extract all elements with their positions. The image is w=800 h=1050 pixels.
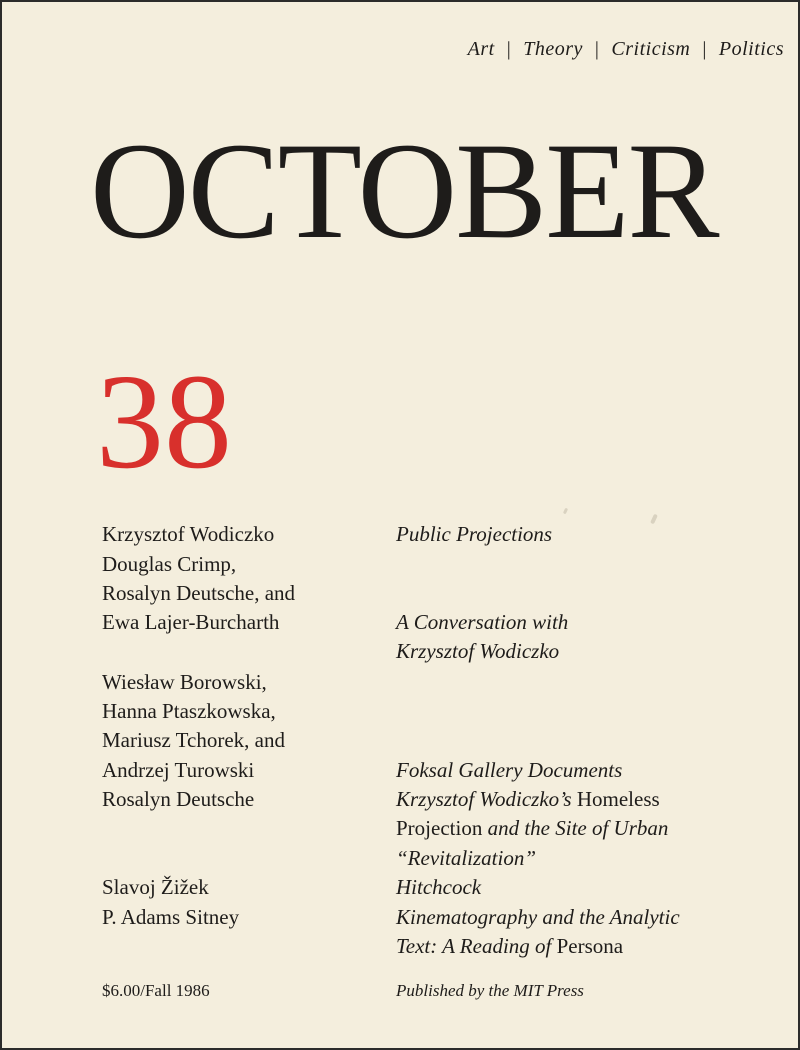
- author-line: Krzysztof Wodiczko: [102, 522, 275, 546]
- article-title-part: Krzysztof Wodiczko’s: [396, 787, 572, 811]
- tagline-theory: Theory: [523, 38, 583, 60]
- article-title-part: Text: A Reading of: [396, 934, 552, 958]
- tagline-criticism: Criticism: [611, 38, 691, 60]
- paper-stain: [650, 514, 658, 525]
- article-title: [396, 932, 623, 960]
- article-title: Hitchcock: [396, 875, 482, 899]
- author-line: Wiesław Borowski,: [102, 670, 267, 694]
- tagline-art: Art: [467, 38, 495, 60]
- article-title: Krzysztof Wodiczko: [396, 639, 560, 663]
- article-title: [396, 785, 660, 813]
- issue-number: 38: [96, 347, 232, 497]
- tagline-separator: |: [702, 38, 707, 60]
- publisher-line: Published by the MIT Press: [396, 981, 584, 1000]
- author-line: Rosalyn Deutsche, and: [102, 581, 296, 605]
- tagline-politics: Politics: [718, 38, 784, 60]
- tagline-separator: |: [506, 38, 512, 60]
- author-line: P. Adams Sitney: [102, 905, 240, 929]
- price-date: $6.00/Fall 1986: [102, 981, 210, 1000]
- tagline: [468, 38, 784, 61]
- article-title: A Conversation with: [396, 610, 569, 634]
- article-title-part: Projection: [396, 816, 483, 840]
- author-line: Mariusz Tchorek, and: [102, 728, 286, 752]
- article-title: Foksal Gallery Documents: [396, 758, 623, 782]
- masthead-title: OCTOBER: [90, 114, 718, 267]
- article-title-part: Persona: [556, 934, 624, 958]
- author-line: Douglas Crimp,: [102, 552, 237, 576]
- article-title-part: Homeless: [576, 787, 660, 811]
- tagline-separator: |: [594, 38, 600, 60]
- author-line: Slavoj Žižek: [102, 875, 209, 899]
- article-title: Public Projections: [396, 522, 553, 546]
- article-title: Kinematography and the Analytic: [396, 905, 680, 929]
- author-line: Hanna Ptaszkowska,: [102, 699, 276, 723]
- article-title-part: and the Site of Urban: [487, 816, 669, 840]
- article-title: [396, 814, 668, 842]
- author-line: Andrzej Turowski: [102, 758, 255, 782]
- article-title: “Revitalization”: [396, 846, 537, 870]
- paper-stain: [563, 508, 568, 515]
- author-line: Rosalyn Deutsche: [102, 787, 255, 811]
- author-line: Ewa Lajer-Burcharth: [102, 610, 280, 634]
